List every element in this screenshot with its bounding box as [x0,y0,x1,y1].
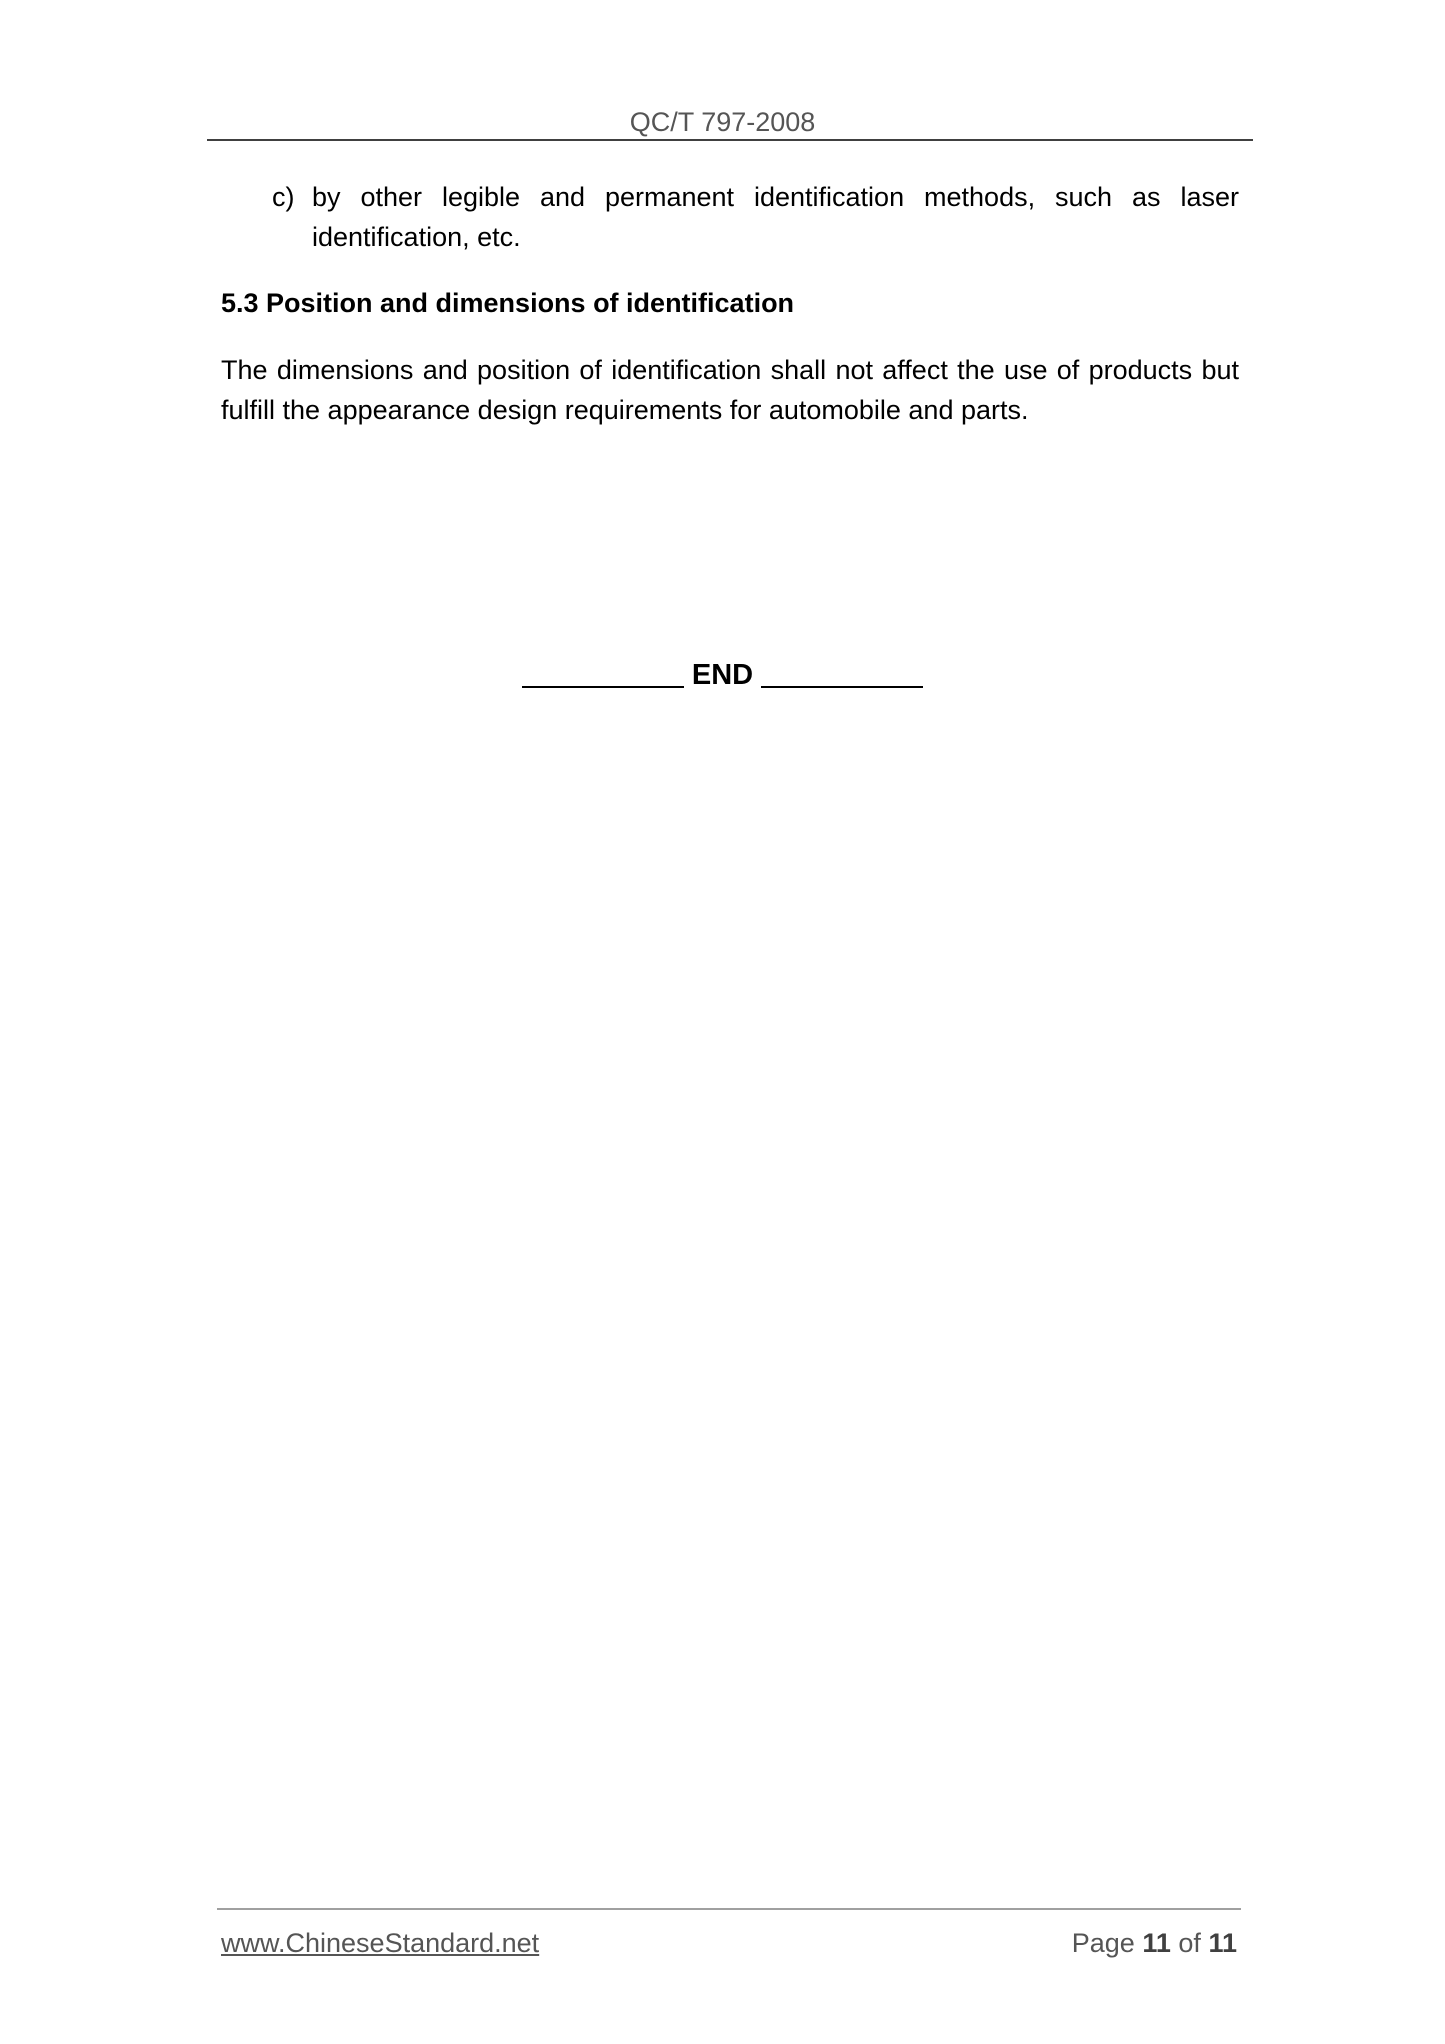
page-prefix: Page [1071,1928,1135,1958]
section-body-line1: The dimensions and position of identification shall not affect the use of products but [221,355,1239,385]
page-total: 11 [1208,1928,1237,1958]
end-line-left [522,686,684,688]
end-line-right [761,686,923,688]
page-number [1072,1926,1237,1960]
end-marker [0,655,1445,695]
end-label: END [691,659,754,691]
section-heading: 5.3 Position and dimensions of identification [221,288,795,318]
list-item-text-line2: identification, etc. [312,222,521,252]
list-item-marker: c) [272,182,295,212]
website-link[interactable]: www.ChineseStandard.net [221,1928,540,1958]
document-code-header: QC/T 797-2008 [629,107,816,137]
section-body-line2: fulfill the appearance design requirements for automobile and parts. [221,395,1029,425]
list-item-c [272,177,1239,257]
footer-divider [217,1908,1241,1910]
list-item-text-line1: by other legible and permanent identification methods, such as laser [312,182,1239,212]
section-body-paragraph [221,350,1239,430]
header-divider [207,139,1253,141]
page-current: 11 [1142,1928,1171,1958]
page-of: of [1178,1928,1201,1958]
